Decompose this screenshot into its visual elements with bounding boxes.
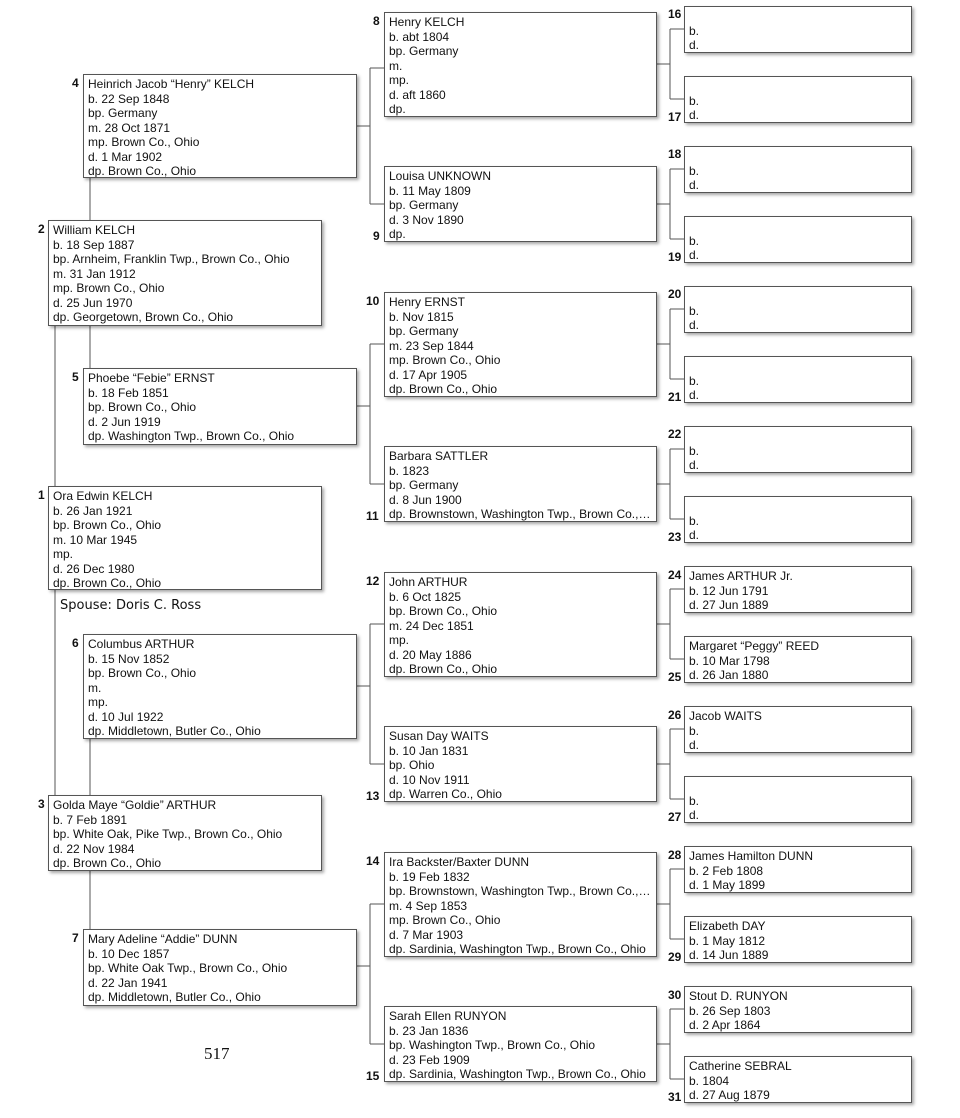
marriage-date: m. (88, 680, 102, 695)
birth-date: b. 26 Jan 1921 (53, 503, 133, 518)
person-box-3[interactable] (48, 795, 322, 871)
person-number: 21 (668, 390, 682, 404)
person-name (689, 429, 907, 444)
person-name: William KELCH (53, 223, 136, 237)
person-name: Margaret “Peggy” REED (689, 639, 820, 653)
person-box-14[interactable] (384, 852, 657, 957)
marriage-place: mp. Brown Co., Ohio (53, 281, 165, 295)
birth-date: b. (689, 163, 700, 178)
spouse-label: Spouse: Doris C. Ross (60, 598, 202, 613)
birth-place: bp. Ohio (389, 758, 435, 772)
birth-date: b. (689, 23, 700, 38)
birth-date: b. 12 Jun 1791 (689, 583, 769, 598)
person-number: 22 (668, 427, 682, 441)
person-name: Barbara SATTLER (389, 449, 489, 463)
person-number: 2 (38, 222, 45, 236)
person-name (689, 359, 907, 374)
death-place: dp. Brown Co., Ohio (53, 576, 162, 590)
birth-place: bp. Washington Twp., Brown Co., Ohio (389, 1038, 596, 1052)
person-box-26[interactable] (684, 706, 912, 753)
birth-place: bp. Germany (389, 198, 459, 212)
birth-place: bp. Germany (389, 44, 459, 58)
marriage-date: m. 31 Jan 1912 (53, 266, 136, 281)
death-place: dp. (389, 102, 406, 116)
death-place: dp. Sardinia, Washington Twp., Brown Co., Ohio (389, 1067, 646, 1081)
birth-date: b. (689, 233, 700, 248)
person-number: 30 (668, 988, 682, 1002)
person-box-31[interactable] (684, 1056, 912, 1103)
death-date: d. (689, 388, 700, 402)
death-place: dp. Brown Co., Ohio (389, 382, 498, 396)
birth-place: bp. White Oak, Pike Twp., Brown Co., Ohio (53, 827, 283, 841)
person-number: 14 (366, 854, 380, 868)
person-box-21[interactable] (684, 356, 912, 403)
birth-place: bp. Brownstown, Washington Twp., Brown Co.,… (389, 884, 651, 898)
birth-date: b. 2 Feb 1808 (689, 863, 764, 878)
death-place: dp. Middletown, Butler Co., Ohio (88, 990, 261, 1004)
marriage-place: mp. Brown Co., Ohio (389, 913, 501, 927)
person-number: 17 (668, 110, 682, 124)
death-date: d. 3 Nov 1890 (389, 212, 464, 227)
person-box-12[interactable] (384, 572, 657, 677)
person-box-11[interactable] (384, 446, 657, 522)
birth-date: b. 15 Nov 1852 (88, 651, 170, 666)
person-box-2[interactable] (48, 220, 322, 326)
marriage-date: m. 24 Dec 1851 (389, 618, 474, 633)
death-place: dp. Sardinia, Washington Twp., Brown Co., Ohio (389, 942, 646, 956)
person-name: James ARTHUR Jr. (689, 569, 793, 583)
person-name: Heinrich Jacob “Henry” KELCH (88, 77, 255, 91)
death-date: d. (689, 808, 700, 822)
birth-date: b. 23 Jan 1836 (389, 1023, 469, 1038)
person-number: 5 (72, 370, 79, 384)
person-number: 4 (72, 76, 79, 90)
death-date: d. 7 Mar 1903 (389, 927, 464, 942)
marriage-date: m. 10 Mar 1945 (53, 532, 138, 547)
person-number: 16 (668, 7, 682, 21)
person-number: 10 (366, 294, 380, 308)
person-name (689, 219, 907, 234)
birth-date: b. 1804 (689, 1073, 730, 1088)
person-name: Mary Adeline “Addie” DUNN (88, 932, 238, 946)
death-place: dp. Middletown, Butler Co., Ohio (88, 724, 261, 738)
marriage-place: mp. Brown Co., Ohio (88, 135, 200, 149)
person-number: 15 (366, 1069, 380, 1083)
person-number: 29 (668, 950, 682, 964)
death-place: dp. Georgetown, Brown Co., Ohio (53, 310, 234, 324)
person-name (689, 79, 907, 94)
person-box-22[interactable] (684, 426, 912, 473)
death-place: dp. Washington Twp., Brown Co., Ohio (88, 429, 295, 443)
birth-date: b. (689, 373, 700, 388)
birth-date: b. (689, 303, 700, 318)
birth-date: b. (689, 513, 700, 528)
person-number: 9 (373, 229, 380, 243)
death-date: d. (689, 458, 700, 472)
death-place: dp. (389, 227, 406, 241)
person-name: Catherine SEBRAL (689, 1059, 792, 1073)
person-box-29[interactable] (684, 916, 912, 963)
person-number: 11 (366, 509, 379, 523)
person-number: 13 (366, 789, 380, 803)
birth-place: bp. Brown Co., Ohio (88, 666, 197, 680)
death-date: d. (689, 528, 700, 542)
birth-date: b. 1823 (389, 463, 430, 478)
person-name: Columbus ARTHUR (88, 637, 195, 651)
death-place: dp. Brown Co., Ohio (53, 856, 162, 870)
person-name: Henry ERNST (389, 295, 466, 309)
death-date: d. (689, 38, 700, 52)
birth-place: bp. Brown Co., Ohio (389, 604, 498, 618)
birth-date: b. (689, 723, 700, 738)
person-name: Ira Backster/Baxter DUNN (389, 855, 530, 869)
person-box-27[interactable] (684, 776, 912, 823)
person-name: Jacob WAITS (689, 709, 762, 723)
person-name (689, 289, 907, 304)
person-box-20[interactable] (684, 286, 912, 333)
death-date: d. 1 May 1899 (689, 878, 766, 892)
death-date: d. 27 Aug 1879 (689, 1088, 770, 1102)
birth-date: b. 10 Jan 1831 (389, 743, 469, 758)
death-date: d. 23 Feb 1909 (389, 1052, 470, 1067)
person-box-13[interactable] (384, 726, 657, 802)
person-number: 1 (38, 488, 45, 502)
person-number: 31 (668, 1090, 682, 1104)
marriage-place: mp. (53, 547, 74, 561)
birth-place: bp. Germany (88, 106, 158, 120)
death-place: dp. Warren Co., Ohio (389, 787, 502, 801)
death-date: d. 27 Jun 1889 (689, 598, 769, 612)
person-number: 24 (668, 568, 682, 582)
death-date: d. 22 Jan 1941 (88, 975, 168, 990)
person-number: 19 (668, 250, 682, 264)
person-number: 27 (668, 810, 682, 824)
birth-date: b. 18 Feb 1851 (88, 385, 169, 400)
death-date: d. 22 Nov 1984 (53, 841, 135, 856)
person-box-23[interactable] (684, 496, 912, 543)
person-box-10[interactable] (384, 292, 657, 397)
birth-date: b. 10 Dec 1857 (88, 946, 170, 961)
death-date: d. 8 Jun 1900 (389, 492, 462, 507)
person-name: Louisa UNKNOWN (389, 169, 492, 183)
person-name: Henry KELCH (389, 15, 465, 29)
death-date: d. (689, 108, 700, 122)
person-name (689, 499, 907, 514)
birth-date: b. 26 Sep 1803 (689, 1003, 771, 1018)
person-box-1[interactable] (48, 486, 322, 590)
birth-date: b. 10 Mar 1798 (689, 653, 770, 668)
death-date: d. 1 Mar 1902 (88, 149, 163, 164)
death-date: d. 20 May 1886 (389, 647, 472, 662)
person-box-19[interactable] (684, 216, 912, 263)
person-name (689, 149, 907, 164)
person-box-30[interactable] (684, 986, 912, 1033)
person-box-15[interactable] (384, 1006, 657, 1082)
death-date: d. 26 Dec 1980 (53, 561, 135, 576)
birth-date: b. 11 May 1809 (389, 183, 471, 198)
birth-place: bp. Brown Co., Ohio (88, 400, 197, 414)
person-box-25[interactable] (684, 636, 912, 683)
person-number: 7 (72, 931, 79, 945)
person-number: 28 (668, 848, 682, 862)
birth-date: b. (689, 793, 700, 808)
person-box-24[interactable] (684, 566, 912, 613)
birth-place: bp. White Oak Twp., Brown Co., Ohio (88, 961, 288, 975)
death-date: d. aft 1860 (389, 87, 446, 102)
person-box-16[interactable] (684, 6, 912, 53)
death-date: d. 10 Nov 1911 (389, 772, 470, 787)
death-date: d. 25 Jun 1970 (53, 295, 133, 310)
person-box-5[interactable] (83, 368, 357, 445)
marriage-place: mp. (88, 695, 109, 709)
marriage-place: mp. (389, 73, 410, 87)
death-place: dp. Brownstown, Washington Twp., Brown Co.,… (389, 507, 651, 521)
person-name: John ARTHUR (389, 575, 468, 589)
person-name: Sarah Ellen RUNYON (389, 1009, 507, 1023)
death-date: d. 2 Apr 1864 (689, 1018, 761, 1032)
person-name: Ora Edwin KELCH (53, 489, 153, 503)
person-number: 25 (668, 670, 682, 684)
person-number: 6 (72, 636, 79, 650)
person-name: Stout D. RUNYON (689, 989, 788, 1003)
death-date: d. 2 Jun 1919 (88, 414, 161, 429)
person-box-8[interactable] (384, 12, 657, 117)
birth-place: bp. Germany (389, 324, 459, 338)
birth-date: b. Nov 1815 (389, 309, 454, 324)
birth-place: bp. Germany (389, 478, 459, 492)
death-date: d. (689, 178, 700, 192)
person-name: Elizabeth DAY (689, 919, 766, 933)
death-date: d. 10 Jul 1922 (88, 709, 164, 724)
person-name: Phoebe “Febie” ERNST (88, 371, 215, 385)
person-number: 23 (668, 530, 682, 544)
death-date: d. (689, 248, 700, 262)
birth-date: b. 6 Oct 1825 (389, 589, 462, 604)
birth-date: b. 7 Feb 1891 (53, 812, 128, 827)
marriage-date: m. (389, 58, 403, 73)
person-box-7[interactable] (83, 929, 357, 1006)
birth-place: bp. Arnheim, Franklin Twp., Brown Co., Ohio (53, 252, 290, 266)
person-number: 12 (366, 574, 380, 588)
person-box-4[interactable] (83, 74, 357, 178)
birth-date: b. (689, 93, 700, 108)
person-box-28[interactable] (684, 846, 912, 893)
person-name: Susan Day WAITS (389, 729, 489, 743)
birth-date: b. 18 Sep 1887 (53, 237, 135, 252)
marriage-date: m. 4 Sep 1853 (389, 898, 468, 913)
person-box-9[interactable] (384, 166, 657, 242)
death-date: d. (689, 318, 700, 332)
marriage-place: mp. (389, 633, 410, 647)
marriage-date: m. 28 Oct 1871 (88, 120, 171, 135)
person-box-6[interactable] (83, 634, 357, 739)
birth-date: b. 22 Sep 1848 (88, 91, 170, 106)
death-date: d. 14 Jun 1889 (689, 948, 769, 962)
person-box-17[interactable] (684, 76, 912, 123)
death-place: dp. Brown Co., Ohio (389, 662, 498, 676)
birth-place: bp. Brown Co., Ohio (53, 518, 162, 532)
person-number: 3 (38, 797, 45, 811)
death-place: dp. Brown Co., Ohio (88, 164, 197, 178)
person-number: 26 (668, 708, 682, 722)
person-name (689, 9, 907, 24)
marriage-place: mp. Brown Co., Ohio (389, 353, 501, 367)
person-number: 18 (668, 147, 682, 161)
birth-date: b. (689, 443, 700, 458)
marriage-date: m. 23 Sep 1844 (389, 338, 474, 353)
death-date: d. (689, 738, 700, 752)
person-name: Golda Maye “Goldie” ARTHUR (53, 798, 217, 812)
person-number: 20 (668, 287, 682, 301)
person-name: James Hamilton DUNN (689, 849, 814, 863)
birth-date: b. abt 1804 (389, 29, 450, 44)
person-box-18[interactable] (684, 146, 912, 193)
death-date: d. 17 Apr 1905 (389, 367, 468, 382)
birth-date: b. 19 Feb 1832 (389, 869, 470, 884)
page-number: 517 (204, 1044, 230, 1063)
birth-date: b. 1 May 1812 (689, 933, 766, 948)
person-name (689, 779, 907, 794)
death-date: d. 26 Jan 1880 (689, 668, 769, 682)
person-number: 8 (373, 14, 380, 28)
